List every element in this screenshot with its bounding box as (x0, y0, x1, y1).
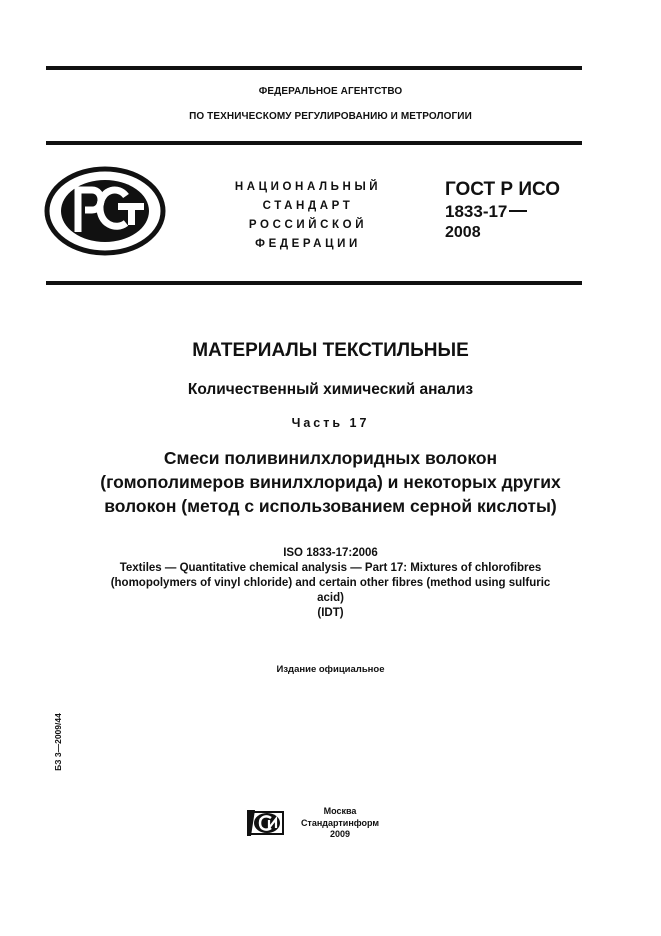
standard-type-label (218, 178, 398, 254)
top-rule (46, 66, 582, 70)
edition-note: Издание официальное (276, 664, 385, 675)
publisher-info (290, 806, 390, 841)
header-rule (46, 141, 582, 145)
standard-type-line-2: СТАНДАРТ (262, 200, 354, 212)
standard-type-line-3: РОССИЙСКОЙ (248, 219, 368, 231)
designation-line-3: 2008 (445, 224, 481, 241)
iso-title-line-1: Textiles — Quantitative chemical analysis — Part 17: Mixtures of chlorofibres (119, 562, 542, 574)
standard-type-line-1: НАЦИОНАЛЬНЫЙ (234, 181, 382, 193)
iso-reference (0, 546, 661, 621)
designation-dash (509, 210, 527, 212)
subject-line-1: Смеси поливинилхлоридных волокон (163, 448, 498, 468)
iso-title-line-2: (homopolymers of vinyl chloride) and certain other fibres (method using sulfuric (110, 577, 551, 589)
subject-line-2: (гомополимеров винилхлорида) и некоторых других (100, 472, 561, 492)
agency-line-1: ФЕДЕРАЛЬНОЕ АГЕНТСТВО (258, 86, 403, 97)
gost-r-certification-icon (44, 166, 166, 256)
side-note: БЗ 3—2009/44 (53, 713, 63, 771)
main-title: МАТЕРИАЛЫ ТЕКСТИЛЬНЫЕ (192, 340, 469, 361)
part-number: Часть 17 (291, 416, 370, 430)
iso-equivalence: (IDT) (317, 607, 344, 619)
designation-rule (46, 281, 582, 285)
standard-designation (445, 178, 560, 243)
publisher-city: Москва (323, 806, 357, 816)
iso-title-line-3: acid) (317, 592, 344, 604)
standartinform-logo-icon (245, 808, 287, 838)
publisher-year: 2009 (329, 829, 351, 839)
subject-line-3: волокон (метод с использованием серной кислоты) (104, 496, 557, 516)
iso-code: ISO 1833-17:2006 (283, 547, 378, 559)
designation-line-1: ГОСТ Р ИСО (445, 179, 561, 200)
agency-line-2: ПО ТЕХНИЧЕСКОМУ РЕГУЛИРОВАНИЮ И МЕТРОЛОГИИ (189, 111, 472, 122)
subtitle: Количественный химический анализ (187, 381, 474, 398)
standard-type-line-4: ФЕДЕРАЦИИ (255, 238, 361, 250)
subject-title (0, 446, 661, 518)
publisher-name: Стандартинформ (300, 817, 380, 828)
designation-line-2: 1833-17 (445, 202, 508, 221)
